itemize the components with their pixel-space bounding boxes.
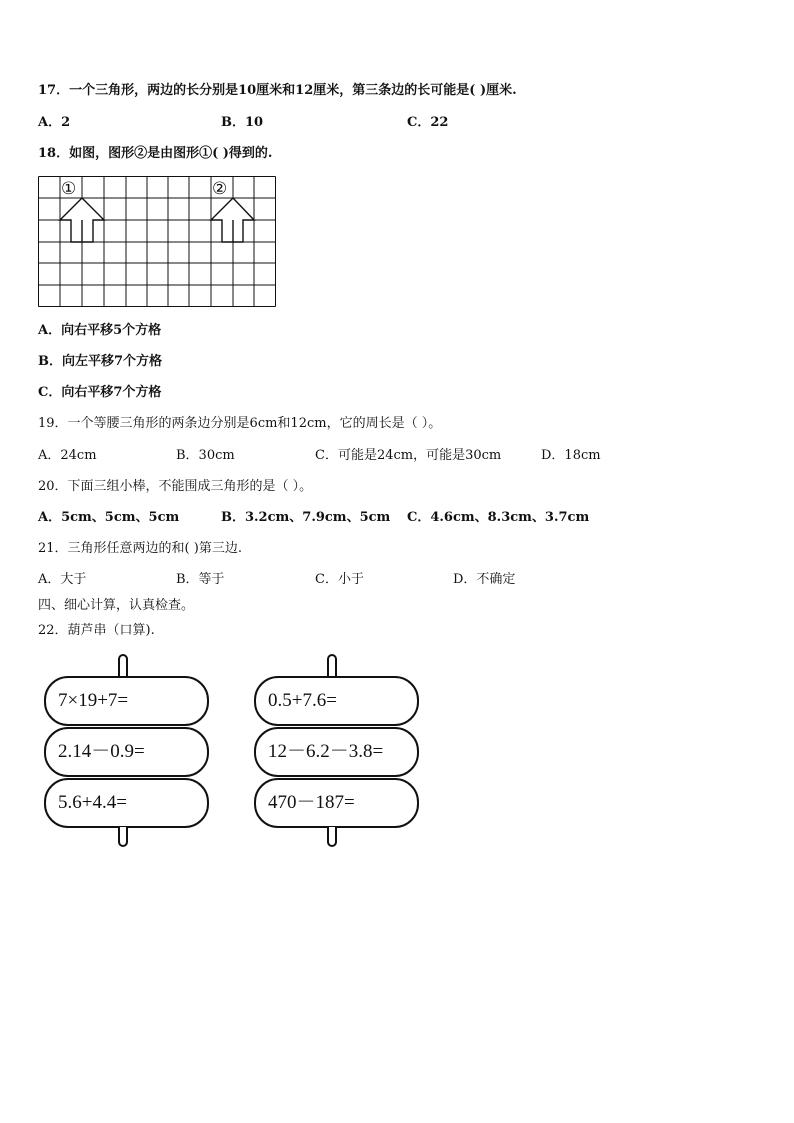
q20-option-a: A．5cm、5cm、5cm xyxy=(38,510,180,525)
q20-stem: 20．下面三组小棒，不能围成三角形的是（ ）。 xyxy=(38,479,313,494)
q18-option-a: A．向右平移5个方格 xyxy=(38,323,162,338)
left-gourd-3: 5.6+4.4= xyxy=(44,778,209,828)
left-stick-top xyxy=(118,654,128,678)
q19-option-a: A．24cm xyxy=(38,448,97,463)
q20-option-b: B．3.2cm、7.9cm、5cm xyxy=(221,510,391,525)
q18-option-c: C．向右平移7个方格 xyxy=(38,385,162,400)
right-gourd-2: 12－6.2－3.8= xyxy=(254,727,419,777)
section-4-title: 四、细心计算，认真检查。 xyxy=(38,598,195,613)
right-gourd-1: 0.5+7.6= xyxy=(254,676,419,726)
q19-option-d: D．18cm xyxy=(541,448,601,463)
figure-1-shape xyxy=(60,198,104,242)
q19-option-c: C．可能是24cm，可能是30cm xyxy=(315,448,502,463)
q21-option-b: B．等于 xyxy=(176,572,225,587)
right-stick-bottom xyxy=(327,827,337,847)
q18-option-b: B．向左平移7个方格 xyxy=(38,354,163,369)
left-gourd-2: 2.14－0.9= xyxy=(44,727,209,777)
q21-stem: 21．三角形任意两边的和( )第三边. xyxy=(38,541,242,556)
q17-option-b: B．10 xyxy=(221,115,264,130)
q19-option-b: B．30cm xyxy=(176,448,235,463)
q18-stem: 18．如图，图形②是由图形①( )得到的. xyxy=(38,146,273,161)
left-stick-bottom xyxy=(118,827,128,847)
q17-option-c: C．22 xyxy=(407,115,449,130)
q21-option-c: C．小于 xyxy=(315,572,364,587)
figure-2-label: ② xyxy=(212,179,228,199)
q17-option-a: A．2 xyxy=(38,115,71,130)
q17-stem: 17．一个三角形，两边的长分别是10厘米和12厘米，第三条边的长可能是( )厘米. xyxy=(38,83,517,98)
figure-1-label: ① xyxy=(61,179,77,199)
q19-stem: 19．一个等腰三角形的两条边分别是6cm和12cm，它的周长是（ ）。 xyxy=(38,416,442,431)
right-gourd-3: 470－187= xyxy=(254,778,419,828)
q20-option-c: C．4.6cm、8.3cm、3.7cm xyxy=(407,510,590,525)
figure-2-shape xyxy=(211,198,254,242)
grid-svg xyxy=(38,176,278,308)
q21-option-d: D．不确定 xyxy=(453,572,516,587)
left-gourd-1: 7×19+7= xyxy=(44,676,209,726)
right-stick-top xyxy=(327,654,337,678)
q21-option-a: A．大于 xyxy=(38,572,87,587)
q18-grid-figure xyxy=(38,176,278,308)
q22-stem: 22．葫芦串（口算). xyxy=(38,623,155,638)
